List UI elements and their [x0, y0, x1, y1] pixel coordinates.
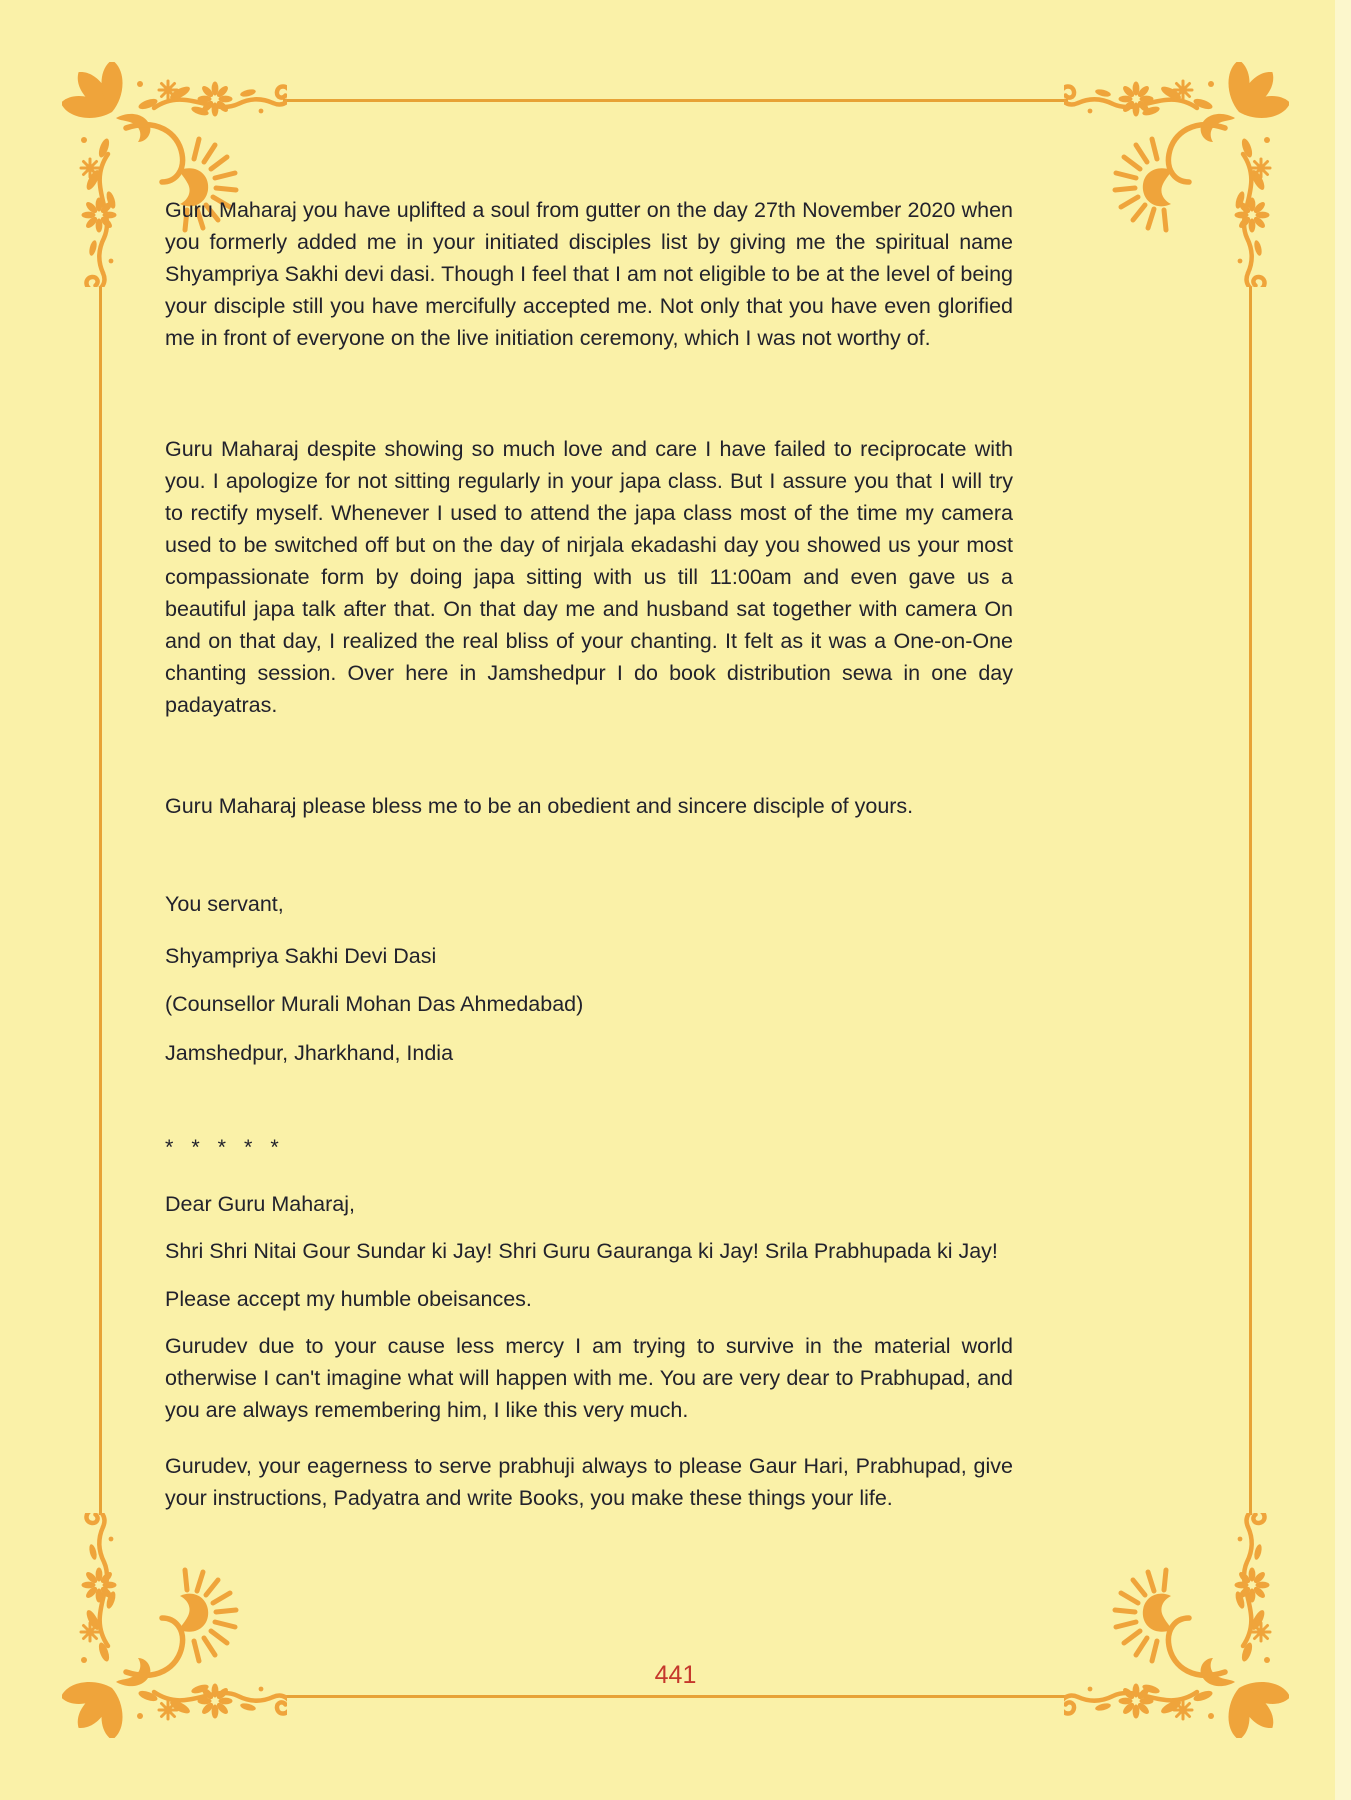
signature-location: Jamshedpur, Jharkhand, India [165, 1041, 454, 1065]
page-edge-highlight [1335, 0, 1351, 1800]
border-line-left [99, 287, 102, 1515]
signature-signoff: You servant, [165, 892, 284, 916]
signature-name: Shyampriya Sakhi Devi Dasi [165, 944, 437, 968]
letter1-paragraph-2: Guru Maharaj despite showing so much love and care I have failed to reciprocate with you. I apologize for not sitting regularly in your japa class. But I assure you that I will try to rectify myself. Whenever I used to attend the japa class most of the time my camera used to be switched off but on the day of nirjala ekadashi day you showed us your most compassionate form by doing japa sitting with us till 11:00am and even gave us a beautiful japa talk after that. On that day me and husband sat together with camera On and on that day, I realized the real bliss of your chanting. It felt as it was a One-on-One chanting session. Over here in Jamshedpur I do book distribution sewa in one day padayatras. [165, 437, 1013, 717]
signature-role: (Counsellor Murali Mohan Das Ahmedabad) [165, 992, 584, 1016]
corner-flourish-top-right-icon [1064, 62, 1289, 287]
letter2-obeisance: Please accept my humble obeisances. [165, 1287, 532, 1311]
corner-flourish-bottom-right-icon [1064, 1513, 1289, 1738]
letter2-paragraph-2: Gurudev, your eagerness to serve prabhuji always to please Gaur Hari, Prabhupad, give your instructions, Padyatra and write Books, you make these things your life. [165, 1454, 1013, 1510]
border-line-right [1249, 287, 1252, 1515]
page-number: 441 [654, 1661, 697, 1689]
letter2-salutation: Dear Guru Maharaj, [165, 1192, 355, 1216]
section-separator: * * * * * [165, 1135, 285, 1159]
border-line-bottom [283, 1695, 1068, 1698]
letter2-invocation: Shri Shri Nitai Gour Sundar ki Jay! Shri Guru Gauranga ki Jay! Srila Prabhupada ki Jay! [165, 1239, 998, 1263]
letter1-paragraph-3: Guru Maharaj please bless me to be an obedient and sincere disciple of yours. [165, 794, 914, 818]
letter2-paragraph-1: Gurudev due to your cause less mercy I am trying to survive in the material world otherwise I can't imagine what will happen with me. You are very dear to Prabhupad, and you are always remembering him, I like this very much. [165, 1334, 1013, 1422]
corner-flourish-bottom-left-icon [62, 1513, 287, 1738]
letter-body [165, 0, 1013, 1514]
letter1-paragraph-1: Guru Maharaj you have uplifted a soul from gutter on the day 27th November 2020 when you formerly added me in your initiated disciples list by giving me the spiritual name Shyampriya Sakhi devi dasi. Though I feel that I am not eligible to be at the level of being your disciple still you have mercifully accepted me. Not only that you have even glorified me in front of everyone on the live initiation ceremony, which I was not worthy of. [165, 198, 1013, 350]
